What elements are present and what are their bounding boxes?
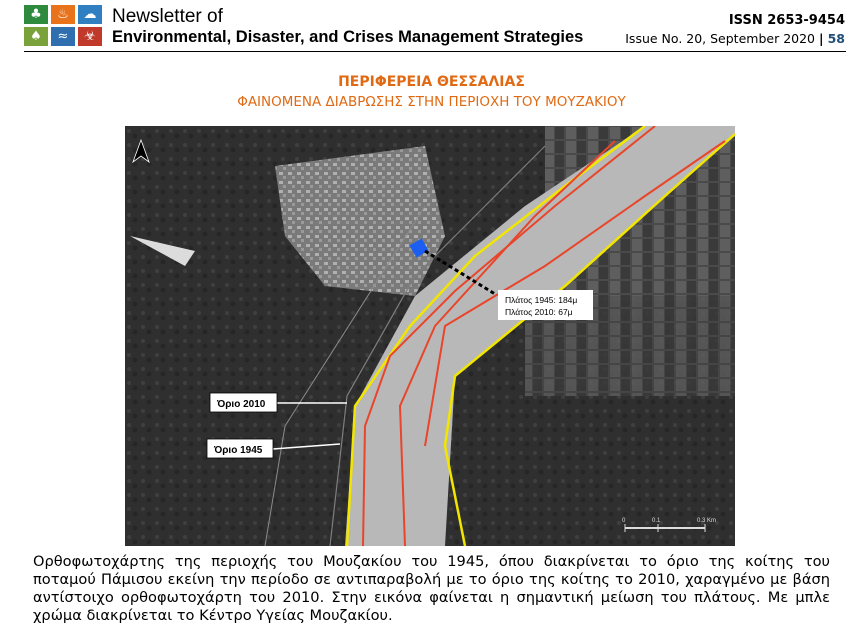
limit-2010-label: Όριο 2010 — [217, 399, 266, 410]
issn-number: ISSN 2653-9454 — [728, 13, 845, 28]
newsletter-header — [0, 0, 863, 52]
figure-caption: Ορθοφωτοχάρτης της περιοχής του Μουζακίου του 1945, όπου διακρίνεται το όριο της κοίτης του ποταμού Πάμισου εκείνη την περίοδο σε αντιπαραβολή με το όριο της κοίτης το 2010, χαραγμένο με βάση αντίστοιχο ορθοφωτοχάρτη του 2010. Στην εικόνα φαίνεται η σημαντική μείωση του πλάτους. Με μπλε χρώμα διακρίνεται το Κέντρο Υγείας Μουζακίου. — [33, 553, 830, 624]
crops-icon: ♠ — [24, 27, 48, 46]
region-title: ΠΕΡΙΦΕΡΕΙΑ ΘΕΣΣΑΛΙΑΣ — [338, 74, 525, 90]
orthophoto-map — [125, 126, 735, 546]
scale-tick-0: 0 — [622, 518, 626, 524]
header-divider — [24, 51, 846, 52]
scale-tick-2: 0.3 Km — [697, 518, 717, 524]
biohazard-icon: ☣ — [78, 27, 102, 46]
width-1945-label: Πλάτος 1945: 184μ — [505, 295, 578, 305]
limit-1945-label: Όριο 1945 — [214, 445, 263, 456]
tree-icon: ♣ — [24, 5, 48, 24]
flood-icon: ≈ — [51, 27, 75, 46]
newsletter-logo — [24, 5, 102, 47]
storm-icon: ☁ — [78, 5, 102, 24]
issue-info — [625, 31, 845, 46]
scale-tick-1: 0.1 — [652, 518, 661, 524]
newsletter-title-line2: Environmental, Disaster, and Crises Management Strategies — [112, 28, 584, 46]
issue-separator: | — [819, 31, 824, 46]
page-number: 58 — [827, 31, 845, 46]
issue-label: Issue No. 20, September 2020 — [625, 31, 816, 46]
newsletter-title-line1: Newsletter of — [112, 6, 223, 27]
width-2010-label: Πλάτος 2010: 67μ — [505, 307, 573, 317]
fire-icon: ♨ — [51, 5, 75, 24]
region-subtitle: ΦΑΙΝΟΜΕΝΑ ΔΙΑΒΡΩΣΗΣ ΣΤΗΝ ΠΕΡΙΟΧΗ ΤΟΥ ΜΟΥΖΑΚΙΟΥ — [237, 94, 626, 110]
